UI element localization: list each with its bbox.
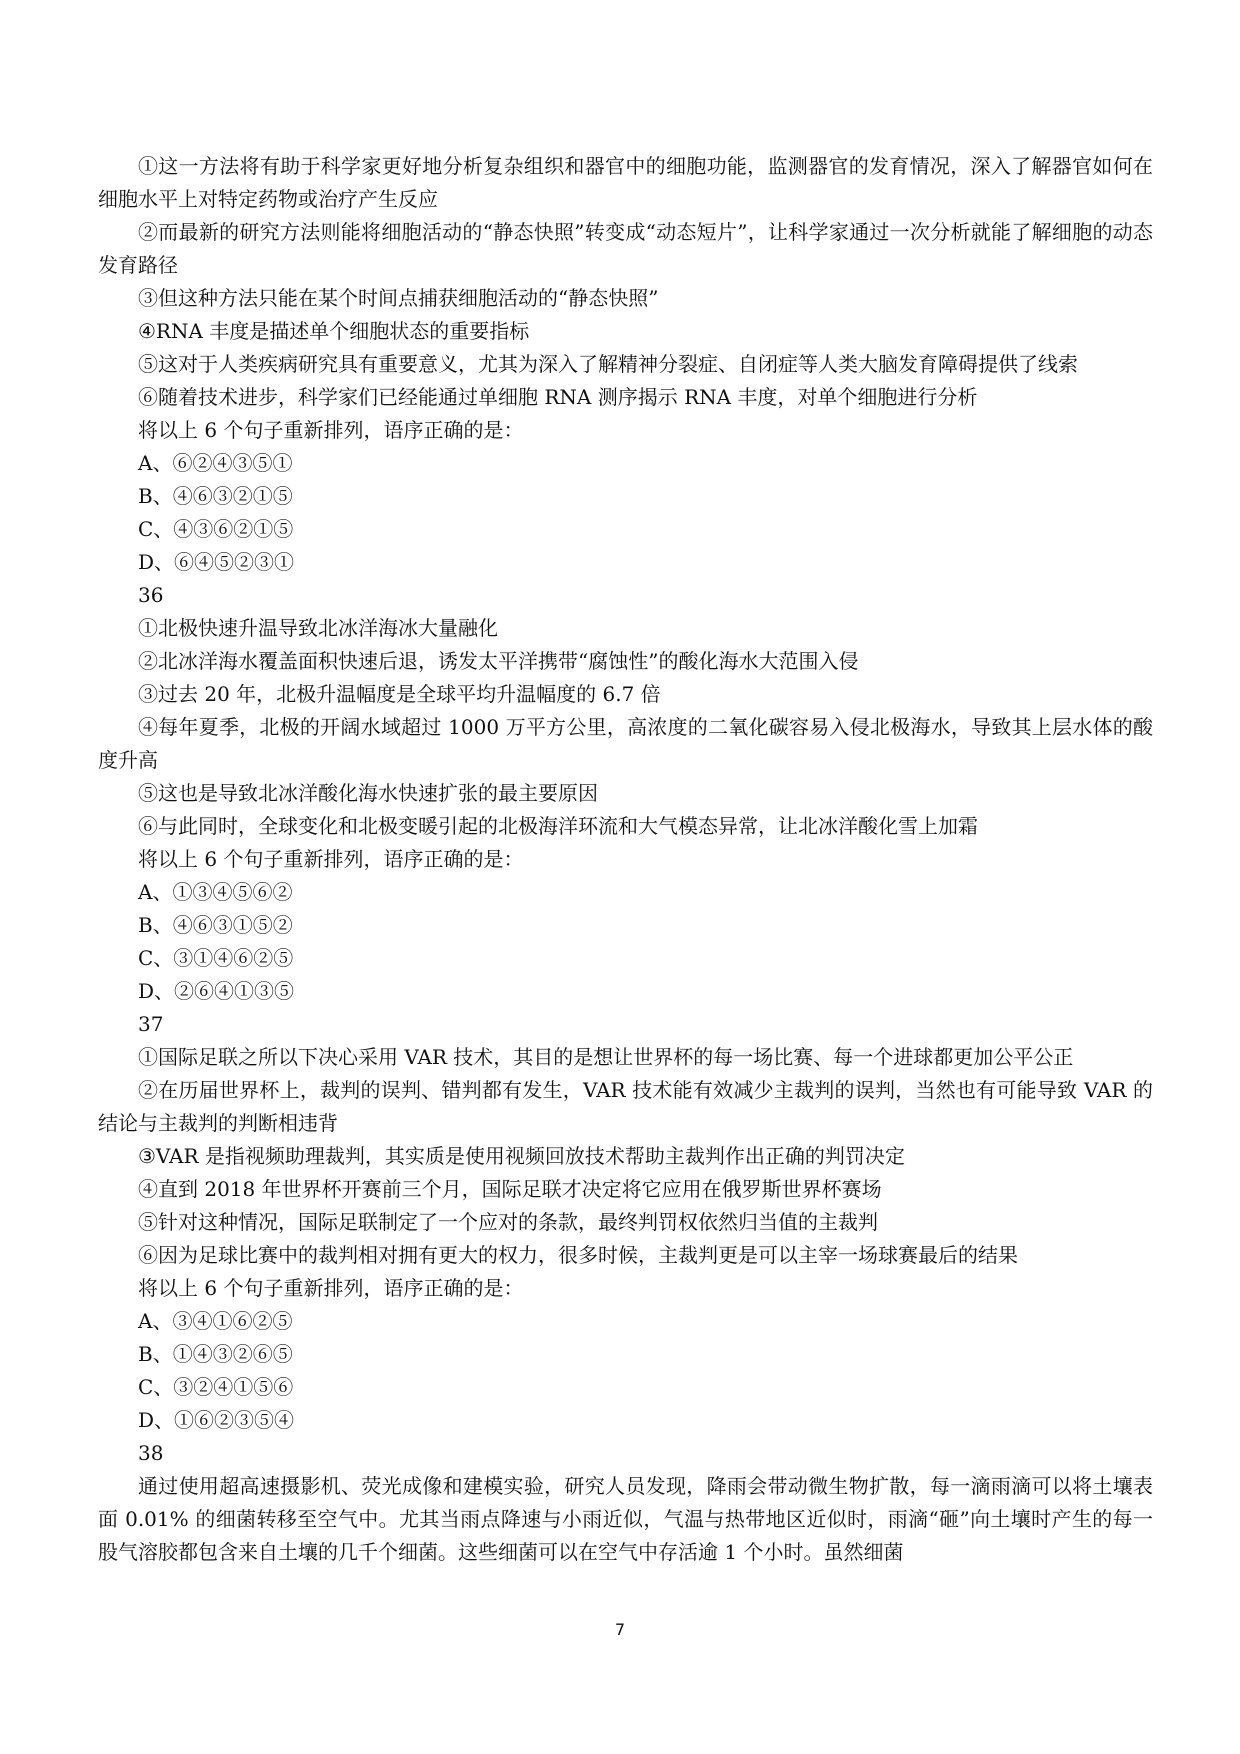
q36-sentence-1: ①北极快速升温导致北冰洋海冰大量融化 [138, 616, 498, 640]
q37-sentence-2: ②在历届世界杯上，裁判的误判、错判都有发生，VAR 技术能有效减少主裁判的误判，当然也有可能导致 VAR 的结论与主裁判的判断相违背 [98, 1078, 1153, 1135]
q36-option-c: C、③①④⑥②⑤ [138, 946, 294, 970]
q36-prompt: 将以上 6 个句子重新排列，语序正确的是： [138, 847, 524, 871]
q37-option-b: B、①④③②⑥⑤ [138, 1342, 293, 1366]
q35-prompt: 将以上 6 个句子重新排列，语序正确的是： [138, 418, 524, 442]
document-body [98, 150, 1153, 1569]
q37-sentence-6: ⑥因为足球比赛中的裁判相对拥有更大的权力，很多时候，主裁判更是可以主宰一场球赛最后的结果 [138, 1243, 1018, 1267]
q36-option-d: D、②⑥④①③⑤ [138, 979, 295, 1003]
q38-number: 38 [138, 1441, 164, 1465]
q35-sentence-2: ②而最新的研究方法则能将细胞活动的“静态快照”转变成“动态短片”，让科学家通过一次分析就能了解细胞的动态发育路径 [98, 220, 1153, 277]
q35-option-a: A、⑥②④③⑤① [138, 451, 293, 475]
q36-sentence-5: ⑤这也是导致北冰洋酸化海水快速扩张的最主要原因 [138, 781, 598, 805]
q37-option-d: D、①⑥②③⑤④ [138, 1408, 295, 1432]
q37-option-c: C、③②④①⑤⑥ [138, 1375, 294, 1399]
q35-option-c: C、④③⑥②①⑤ [138, 517, 294, 541]
q37-sentence-5: ⑤针对这种情况，国际足联制定了一个应对的条款，最终判罚权依然归当值的主裁判 [138, 1210, 878, 1234]
q35-sentence-4: ④RNA 丰度是描述单个细胞状态的重要指标 [138, 319, 530, 343]
q36-sentence-3: ③过去 20 年，北极升温幅度是全球平均升温幅度的 6.7 倍 [138, 682, 661, 706]
q37-sentence-3: ③VAR 是指视频助理裁判，其实质是使用视频回放技术帮助主裁判作出正确的判罚决定 [138, 1144, 905, 1168]
q36-sentence-2: ②北冰洋海水覆盖面积快速后退，诱发太平洋携带“腐蚀性”的酸化海水大范围入侵 [138, 649, 859, 673]
q35-sentence-6: ⑥随着技术进步，科学家们已经能通过单细胞 RNA 测序揭示 RNA 丰度，对单个细胞进行分析 [138, 385, 978, 409]
q37-sentence-1: ①国际足联之所以下决心采用 VAR 技术，其目的是想让世界杯的每一场比赛、每一个进球都更加公平公正 [138, 1045, 1074, 1069]
q37-number: 37 [138, 1012, 164, 1036]
q37-sentence-4: ④直到 2018 年世界杯开赛前三个月，国际足联才决定将它应用在俄罗斯世界杯赛场 [138, 1177, 882, 1201]
q35-sentence-1: ①这一方法将有助于科学家更好地分析复杂组织和器官中的细胞功能，监测器官的发育情况，深入了解器官如何在细胞水平上对特定药物或治疗产生反应 [98, 154, 1153, 211]
q35-sentence-3: ③但这种方法只能在某个时间点捕获细胞活动的“静态快照” [138, 286, 659, 310]
q36-sentence-6: ⑥与此同时，全球变化和北极变暖引起的北极海洋环流和大气模态异常，让北冰洋酸化雪上加霜 [138, 814, 978, 838]
q36-sentence-4: ④每年夏季，北极的开阔水域超过 1000 万平方公里，高浓度的二氧化碳容易入侵北极海水，导致其上层水体的酸度升高 [98, 715, 1153, 772]
q36-option-a: A、①③④⑤⑥② [138, 880, 293, 904]
q35-sentence-5: ⑤这对于人类疾病研究具有重要意义，尤其为深入了解精神分裂症、自闭症等人类大脑发育障碍提供了线索 [138, 352, 1078, 376]
page-number: 7 [614, 1620, 626, 1639]
q37-option-a: A、③④①⑥②⑤ [138, 1309, 293, 1333]
q36-number: 36 [138, 583, 164, 607]
q37-prompt: 将以上 6 个句子重新排列，语序正确的是： [138, 1276, 524, 1300]
q35-option-b: B、④⑥③②①⑤ [138, 484, 293, 508]
q35-option-d: D、⑥④⑤②③① [138, 550, 295, 574]
q36-option-b: B、④⑥③①⑤② [138, 913, 293, 937]
q38-passage: 通过使用超高速摄影机、荧光成像和建模实验，研究人员发现，降雨会带动微生物扩散，每一滴雨滴可以将土壤表面 0.01% 的细菌转移至空气中。尤其当雨点降速与小雨近似，气温与热带地区近似时，雨滴“砸”向土壤时产生的每一股气溶胶都包含来自土壤的几千个细菌。这些细菌可以在空气中存活逾 1 个小时。虽然细菌 [98, 1474, 1153, 1564]
